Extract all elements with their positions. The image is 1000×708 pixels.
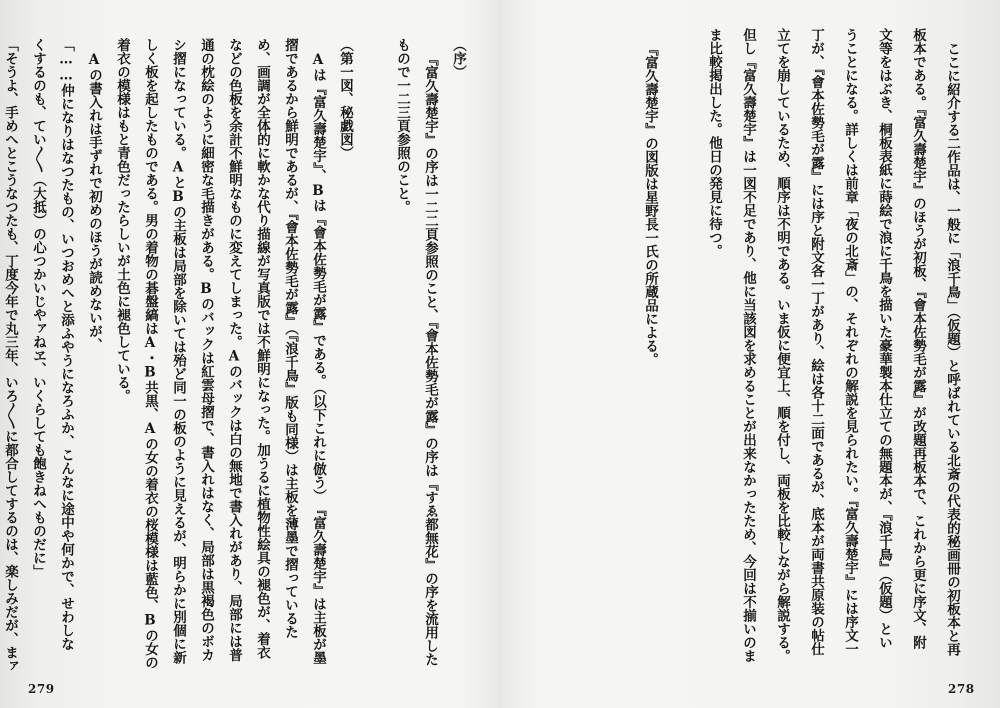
text-column: シ摺になっている。AとBの主板は局部を除いては殆ど同一の板のように見えるが、明らかに別個に新 <box>170 38 186 664</box>
text-column: 「そうよ、手めへとこうなつたも、丁度今年で丸三年、いろ〳〵に都合してするのは、楽しみだが、まァ <box>2 38 18 673</box>
text-column: Aは『富久壽楚宇』、Bは『會本佐勢毛が露』である。（以下これに倣う） 『富久壽楚宇』は主板が墨 <box>310 52 326 665</box>
text-column: ま比較掲出した。他日の発見に待つ。 <box>706 28 722 258</box>
text-column: ここに紹介する二作品は、一般に「浪千鳥」（仮題）と呼ばれている北斎の代表的秘画冊の初板本と再 <box>944 42 960 657</box>
text-column: 「……仲になりはなつたもの、いつおめへと添ふやうになろふか、こんなに途中や何かで、せわしな <box>58 38 74 651</box>
text-column: 板本である。『富久壽楚宇』のほうが初板、『會本佐勢毛が露』が改題再板本で、これから更に序文、附 <box>910 28 926 649</box>
text-column: 通の枕絵のように細密な毛描きがある。Bのバックは紅雲母摺で、書入れはなく、局部は黒褐色のボカ <box>198 38 214 662</box>
text-column: 摺であるから鮮明であるが、『會本佐勢毛が露』（『浪千鳥』版も同様）は主板を薄墨で摺っているた <box>282 38 298 639</box>
section-heading: （第一図、秘戯図） <box>337 38 353 160</box>
text-column: などの色板を余計不鮮明なものに変えてしまった。Aのバックは白の無地で書入れがあり、局部には普 <box>226 38 242 662</box>
text-column: 『富久壽楚宇』の序は一二二頁参照のこと、『會本佐勢毛が露』の序は『すゑ都無花』の序を流用した <box>422 52 438 667</box>
text-column: 丁が、『會本佐勢毛が露』には序と附文各一丁があり、絵は各十二面であるが、底本が両書共原装の帖仕 <box>808 28 824 656</box>
text-column: Aの書入れは手ずれで初めのほうが読めないが、 <box>86 52 102 352</box>
page-number: 279 <box>28 682 55 696</box>
text-column: 『富久壽楚宇』の図版は星野長一氏の所蔵品による。 <box>642 42 658 366</box>
page-right <box>500 0 1000 708</box>
text-column: め、画調が全体的に軟かな代り描線が写真版では不鮮明になった。加うるに植物性絵具の褪色が、着衣 <box>254 38 270 659</box>
text-column: しく板を起したものである。男の着物の碁盤縞はA・B共黒、Aの女の着衣の桜模様は藍色、Bの女の <box>142 38 158 669</box>
text-column: 立てを崩しているため、順序は不明である。いま仮に便宜上、順を付し、両板を比較しながら解説する。 <box>774 28 790 663</box>
text-column: もので一二三頁参照のこと。 <box>394 38 410 214</box>
page-number: 278 <box>948 682 975 696</box>
text-column: （序） <box>450 38 466 79</box>
text-column: くするのも、てい〳〵（大抵）の心つかいじやァねヱ、いくらしても飽きねへものだに」 <box>30 38 46 578</box>
text-column: 但し『富久壽楚宇』は一図不足であり、他に当該図を求めることが出来なかったため、今回は不揃いのま <box>740 28 756 663</box>
text-column: うことになる。詳しくは前章「夜の北斎」の、それぞれの解説を見られたい。『富久壽楚宇』には序文一 <box>842 28 858 656</box>
text-column: 着衣の模様はもと青色だったらしいが土色に褪色している。 <box>114 38 130 403</box>
text-column: 文等をはぶき、桐板表紙に蒔絵で浪に千鳥を描いた豪華製本仕立ての無題本が、『浪千鳥』（仮題）とい <box>876 28 892 649</box>
